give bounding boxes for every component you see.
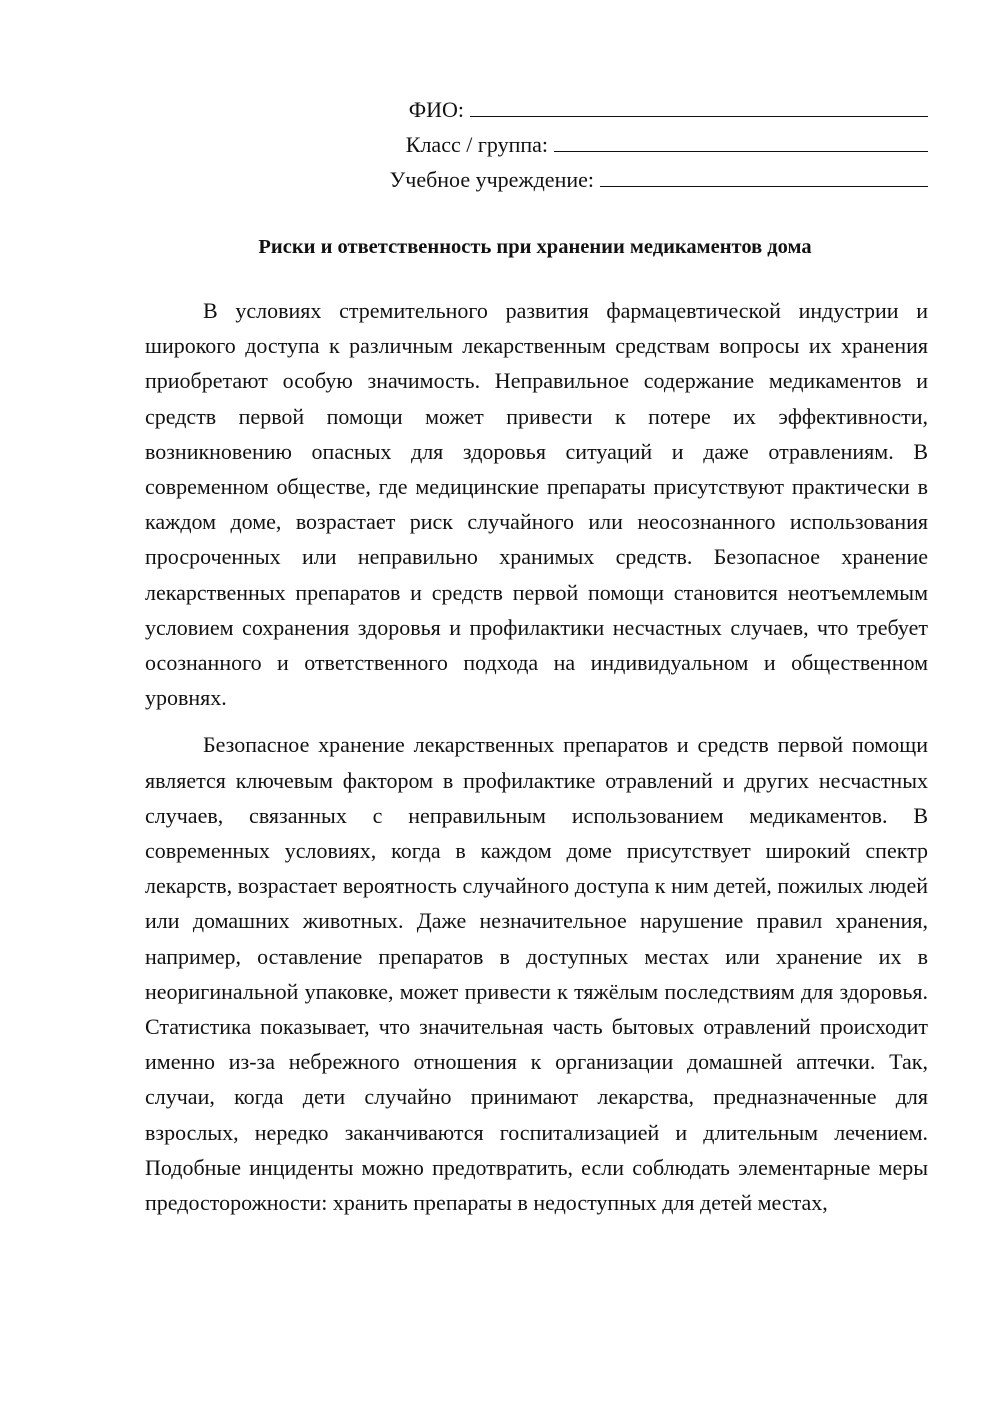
class-field-row: [228, 127, 928, 162]
fio-blank-line: [470, 94, 928, 117]
school-blank-line: [600, 164, 928, 187]
body-paragraph-2: Безопасное хранение лекарственных препаратов и средств первой помощи является ключевым фактором в профилактике отравлений и других несчастных случаев, связанных с неправильным использованием медикаментов. В современных условиях, когда в каждом доме присутствует широкий спектр лекарств, возрастает вероятность случайного доступа к ним детей, пожилых людей или домашних животных. Даже незначительное нарушение правил хранения, например, оставление препаратов в доступных местах или хранение их в неоригинальной упаковке, может привести к тяжёлым последствиям для здоровья. Статистика показывает, что значительная часть бытовых отравлений происходит именно из-за небрежного отношения к организации домашней аптечки. Так, случаи, когда дети случайно принимают лекарства, предназначенные для взрослых, нередко заканчиваются госпитализацией и длительным лечением. Подобные инциденты можно предотвратить, если соблюдать элементарные меры предосторожности: хранить препараты в недоступных для детей местах,: [145, 732, 928, 1216]
document-body: [145, 293, 928, 1232]
school-field-row: [228, 162, 928, 197]
school-label: Учебное учреждение:: [389, 167, 594, 192]
document-title: Риски и ответственность при хранении медикаментов дома: [258, 236, 812, 258]
student-info-fields: [228, 92, 928, 197]
fio-field-row: [228, 92, 928, 127]
fio-label: ФИО:: [408, 97, 464, 122]
class-group-blank-line: [554, 129, 928, 152]
body-paragraph-1: В условиях стремительного развития фармацевтической индустрии и широкого доступа к различным лекарственным средствам вопросы их хранения приобретают особую значимость. Неправильное содержание медикаментов и средств первой помощи может привести к потере их эффективности, возникновению опасных для здоровья ситуаций и даже отравлениям. В современном обществе, где медицинские препараты присутствуют практически в каждом доме, возрастает риск случайного или неосознанного использования просроченных или неправильно хранимых средств. Безопасное хранение лекарственных препаратов и средств первой помощи становится неотъемлемым условием сохранения здоровья и профилактики несчастных случаев, что требует осознанного и ответственного подхода на индивидуальном и общественном уровнях.: [145, 298, 928, 711]
class-group-label: Класс / группа:: [405, 132, 548, 157]
